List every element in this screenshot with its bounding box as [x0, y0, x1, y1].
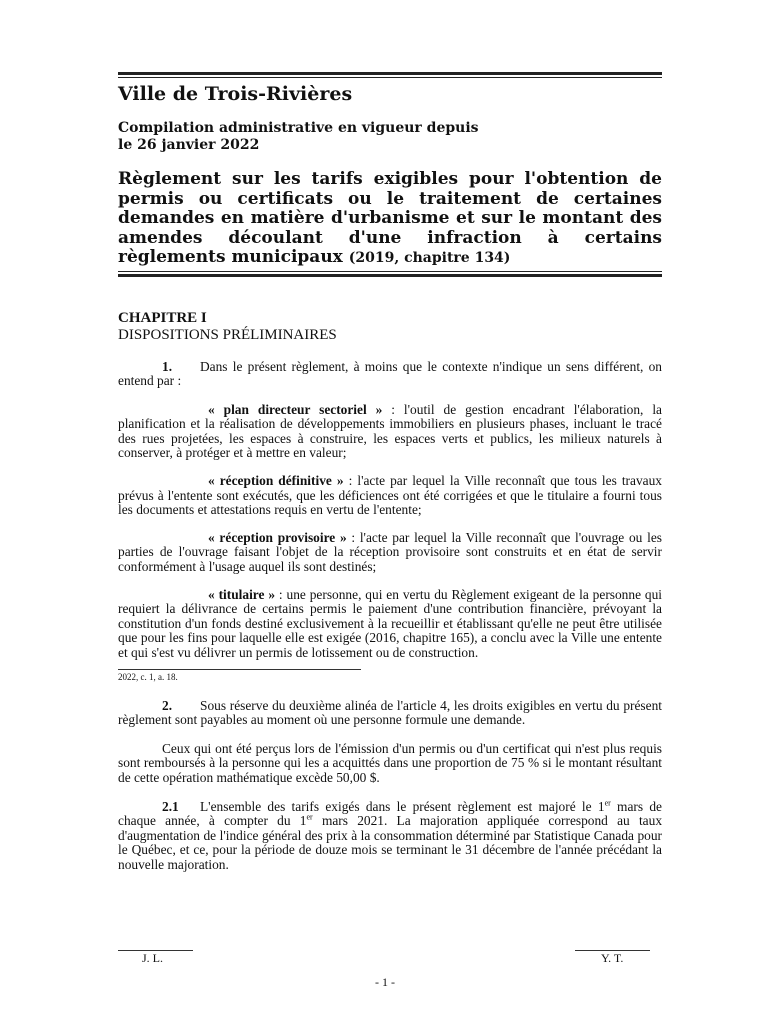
title-rule — [118, 271, 662, 277]
definition-reception-definitive — [118, 474, 662, 518]
initials-right-text: Y. T. — [601, 951, 624, 965]
definition-titulaire — [118, 588, 662, 661]
regulation-title — [118, 170, 662, 269]
article-2-1-text-b: mars de chaque année, à compter du 1 — [118, 798, 662, 829]
article-2-number: 2. — [162, 697, 173, 713]
definition-term: « réception provisoire » — [208, 529, 347, 545]
article-2-1-text-c: mars 2021. La majoration appliquée correspond au taux d'augmentation de l'indice général des prix à la consommation déterminé par Statistique Canada pour le Québec, et ce, pour la période de douze mois se terminant le 31 décembre de l'année précédant la nouvelle majoration. — [118, 813, 663, 872]
regulation-title-main: Règlement sur les tarifs exigibles pour l'obtention de permis ou certificats ou le traitement de certaines demandes en matière d'urbanisme et sur le montant des amendes découlant d'une infraction à certains règlements municipaux — [118, 169, 662, 267]
chapter-number: CHAPITRE I — [118, 309, 207, 326]
superscript: er — [604, 798, 611, 808]
definition-term: « titulaire » — [208, 586, 276, 602]
definition-term: « réception définitive » — [208, 473, 344, 489]
amendment-note: 2022, c. 1, a. 18. — [118, 671, 178, 682]
compilation-line-2: le 26 janvier 2022 — [118, 137, 260, 153]
article-2-text: Sous réserve du deuxième alinéa de l'article 4, les droits exigibles en vertu du présent règlement sont payables au moment où une personne formule une demande. — [118, 697, 662, 728]
definition-text: : l'outil de gestion encadrant l'élaboration, la planification et la réalisation de développements immobiliers en plusieurs phases, incluant le tracé des rues projetées, les espaces à construire, les espaces verts et publics, les milieux naturels à conserver, à protéger et à mettre en valeur; — [118, 401, 662, 461]
regulation-title-ref: (2019, chapitre 134) — [348, 250, 511, 266]
definition-text: : l'acte par lequel la Ville reconnaît que l'ouvrage ou les parties de l'ouvrage faisant l'objet de la réception provisoire sont construits et en état de servir conformément à l'usage auquel ils sont destinés; — [118, 529, 662, 575]
page-number: - 1 - — [375, 975, 395, 989]
superscript: er — [306, 812, 313, 822]
initials-right — [575, 950, 650, 966]
definition-text: : une personne, qui en vertu du Règlement exigeant de la personne qui requiert la délivrance de certains permis le paiement d'une contribution financière, prévoyant la constitution d'un fonds destiné exclusivement à la recueillir et établissant qu'elle ne peut être utilisée que pour les fins pour laquelle elle est exigée (2016, chapitre 165), a conclu avec la Ville une entente et qui s'est vu délivrer un permis de lotissement ou de construction. — [118, 586, 663, 660]
city-name: Ville de Trois-Rivières — [118, 83, 353, 105]
compilation-notice — [118, 120, 662, 154]
chapter-name: DISPOSITIONS PRÉLIMINAIRES — [118, 326, 337, 343]
article-1-number: 1. — [162, 358, 173, 374]
article-1 — [118, 360, 662, 389]
article-1-intro: Dans le présent règlement, à moins que le contexte n'indique un sens différent, on entend par : — [118, 358, 662, 389]
definition-text: : l'acte par lequel la Ville reconnaît que tous les travaux prévus à l'entente sont exécutés, que les déficiences ont été corrigées et que le titulaire a fourni tous les documents et attestations requis en vertu de l'entente; — [118, 473, 662, 518]
definition-term: « plan directeur sectoriel » — [208, 401, 383, 417]
definition-reception-provisoire — [118, 531, 662, 575]
note-rule — [118, 669, 361, 670]
definition-plan-directeur — [118, 403, 662, 461]
article-2-1-text-a: L'ensemble des tarifs exigés dans le présent règlement est majoré le 1 — [200, 798, 605, 814]
initials-left-text: J. L. — [142, 951, 163, 965]
top-rule — [118, 72, 662, 78]
compilation-line-1: Compilation administrative en vigueur depuis — [118, 120, 479, 136]
article-2-paragraph-2: Ceux qui ont été perçus lors de l'émission d'un permis ou d'un certificat qui n'est plus requis sont remboursés à la personne qui les a acquittés dans une proportion de 75 % si le montant résultant de cette opération mathématique excède 50,00 $. — [118, 740, 662, 785]
document-page — [118, 72, 662, 873]
article-2 — [118, 699, 662, 728]
article-2-1 — [118, 800, 662, 873]
article-2-1-number: 2.1 — [162, 798, 179, 814]
initials-left — [118, 950, 193, 966]
